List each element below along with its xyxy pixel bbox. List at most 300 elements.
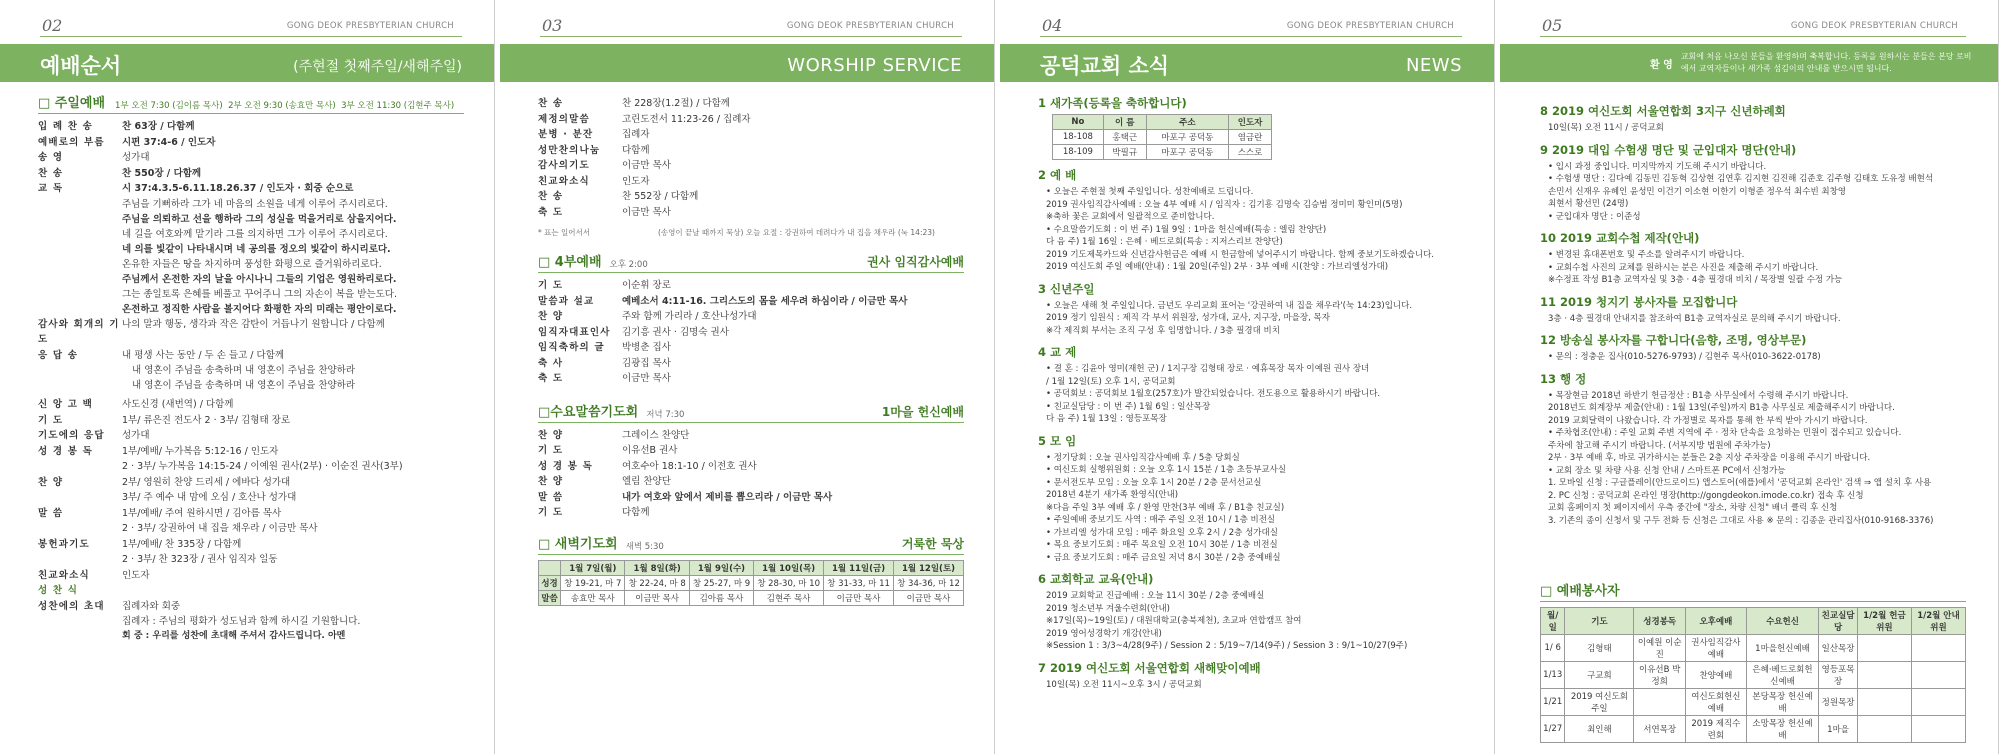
news-item-text: 가브리엘 성가대 모임 : 매주 화요일 오후 2시 / 2층 성가대실 — [1053, 527, 1278, 538]
news-title: 신년주일 — [1050, 281, 1095, 296]
day-header: 1월 12일(토) — [894, 560, 964, 575]
page-subtitle: NEWS — [1405, 55, 1462, 76]
order-label: 기 도 — [538, 507, 564, 518]
news-item-text: 교회 홈페이지 첫 페이지에서 우측 중간에 "장소, 차량 신청" 배너 클릭 후 신청 — [1548, 503, 1838, 513]
order-row — [538, 443, 964, 459]
news-item-text: 2019 영어성경학기 개강(안내) — [1046, 628, 1162, 639]
news-item — [1540, 186, 1968, 199]
table-cell: 은혜·베드로회헌신예배 — [1746, 662, 1819, 689]
order-row — [38, 150, 464, 166]
order-label: 임직축하의 글 — [538, 342, 605, 353]
news-item-text: 2018년 4분기 새가족 환영식(안내) — [1046, 490, 1179, 500]
table-cell: 18-109 — [1053, 145, 1104, 160]
news-item-text: ※수정표 작성 B1층 교역자실 및 3층 · 4층 필경대 비치 / 목장별 일괄 수정 가능 — [1548, 275, 1843, 285]
table-header: 이 름 — [1103, 115, 1146, 130]
order-label: 찬 양 — [38, 476, 64, 488]
order-row — [538, 294, 964, 310]
news-number: 12 — [1540, 333, 1557, 347]
order-label: 봉헌과기도 — [38, 538, 90, 550]
table-cell: 찬양예배 — [1686, 662, 1747, 689]
news-title: 2019 대입 수험생 명단 및 군입대자 명단(안내) — [1552, 142, 1797, 157]
news-item — [1038, 199, 1464, 212]
news-title: 방송실 봉사자를 구합니다(음향, 조명, 영상부문) — [1560, 333, 1807, 347]
order-label: 찬 양 — [538, 311, 564, 322]
dawn-right: 거룩한 묵상 — [901, 536, 964, 551]
news-item-text: 주차협조(안내) : 주일 교회 주변 지역에 주 · 정차 단속을 요청하는 민원이 접수되고 있습니다. — [1555, 428, 1902, 438]
news-item-text: / 1월 12일(토) 오후 1시, 공덕교회 — [1046, 376, 1176, 387]
news-item-text: 수험생 명단 : 김다예 김동민 김동혁 김상현 김연후 김지현 김진해 김준호 김주형 김태호 도유정 배현석 — [1555, 174, 1934, 184]
order-label: 찬 양 — [538, 429, 564, 441]
order-value: 2부/ 영원히 찬양 드리세 / 에바다 성가대 — [122, 476, 291, 488]
fourth-time: 오후 2:00 — [609, 260, 648, 270]
table-cell: 권사임직감사예배 — [1686, 635, 1747, 662]
news-item: • 수요말씀기도회 : 이 번 주) 1월 9일 : 1마을 헌신예배(특송 : 엘림 찬양단) — [1046, 224, 1327, 235]
order-value: 성가대 — [122, 152, 150, 163]
table-cell: 마포구 공덕동 — [1146, 130, 1228, 145]
news-item-text: 손민서 신재우 유혜인 윤성민 이건기 이소현 이한기 이형준 정우석 최수빈 최창영 — [1548, 186, 1846, 197]
communion-cont — [538, 96, 964, 606]
news-item — [1540, 313, 1968, 326]
church-name: GONG DEOK PRESBYTERIAN CHURCH — [1286, 21, 1454, 31]
table-cell: 영등포목장 — [1819, 662, 1858, 689]
order-value: 이금만 목사 — [622, 160, 671, 171]
table-cell: 2019 제직수련회 — [1686, 716, 1747, 743]
news-item: • 가브리엘 성가대 모임 : 매주 화요일 오후 2시 / 2층 성가대실 — [1046, 527, 1278, 538]
order-row — [538, 474, 964, 490]
news-item-text: 교회 장소 및 차량 사용 신청 안내 / 스마트폰 PC에서 신청가능 — [1555, 465, 1786, 476]
order-label: 신 앙 고 백 — [38, 399, 94, 410]
news-item-text: 1. 모바일 신청 : 구글플레이(안드로이드) 앱스토어(애플)에서 '공덕교회 온라인' 검색 ⇒ 앱 설치 후 사용 — [1548, 478, 1932, 488]
response-line-2: 내 영혼이 주님을 송축하며 내 영혼이 주님을 찬양하라 — [132, 380, 356, 391]
news-item-text: 친교실담당 : 이 번 주) 1월 6일 : 일산목장 — [1053, 401, 1211, 412]
news-title: 행 정 — [1560, 371, 1587, 386]
news-item-text: ※축하 꽃은 교회에서 일괄적으로 준비합니다. — [1046, 212, 1215, 222]
order-row — [38, 475, 464, 491]
sunday-worship — [38, 92, 464, 644]
news-item: • 주일예배 중보기도 사역 : 매주 주일 오전 10시 / 1층 비전실 — [1046, 515, 1276, 525]
news-title: 2019 여신도회 서울연합회 3지구 신년하례회 — [1552, 104, 1786, 118]
page-number: 05 — [1542, 16, 1563, 35]
news-item: • 변경된 휴대폰번호 및 주소를 알려주시기 바랍니다. — [1548, 250, 1745, 260]
news-item: • 공덕회보 : 공덕회보 1월호(257호)가 발간되었습니다. 전도용으로 활용하시기 바랍니다. — [1046, 389, 1381, 399]
wed-time: 저녁 7:30 — [646, 409, 685, 420]
order-label: 기도에의 응답 — [38, 430, 105, 441]
news-title: 예 배 — [1050, 168, 1077, 182]
news-item — [1540, 515, 1968, 528]
page-number: 03 — [542, 16, 563, 35]
table-cell: 1/13 — [1541, 662, 1565, 689]
news-item-text: 2019 권사임직감사예배 : 오늘 4부 예배 시 / 임직자 : 김기흥 김명숙 김승범 정미미 황인미(5명) — [1046, 199, 1403, 210]
invitation-line-2: 회 중 : 우리를 성찬에 초대해 주셔서 감사드립니다. 아멘 — [122, 631, 346, 641]
table-cell: 1/27 — [1541, 716, 1565, 743]
order-value: 2 · 3부/ 강권하여 내 집을 채우라 / 이금만 목사 — [122, 523, 318, 534]
order-label: 교 독 — [38, 183, 64, 194]
order-row — [538, 371, 964, 387]
order-row — [538, 189, 964, 205]
news-item — [1540, 477, 1968, 490]
table-cell: 18-108 — [1053, 130, 1104, 145]
order-value: 김기흥 권사 · 김명숙 권사 — [622, 326, 729, 338]
news-item-text: 금요 중보기도회 : 매주 금요일 저녁 8시 30분 / 2층 중예배실 — [1053, 552, 1281, 563]
order-label — [38, 490, 122, 506]
order-value: 찬 63장 / 다함께 — [122, 121, 195, 132]
time-2: 2부 오전 9:30 (송효만 목사) — [228, 101, 336, 111]
order-value: 이금만 목사 — [622, 373, 671, 384]
news-item: • 군입대자 명단 : 이준성 — [1548, 211, 1641, 222]
order-value: 찬 552장 / 다함께 — [622, 191, 699, 202]
time-3: 3부 오전 11:30 (김현주 목사) — [341, 101, 455, 111]
news-item-text: 정기당회 : 오늘 권사임직감사예배 후 / 5층 당회실 — [1053, 452, 1240, 463]
order-value: 다함께 — [622, 144, 650, 156]
order-value: 다함께 — [622, 507, 650, 518]
order-label: 성찬에의 초대 — [38, 600, 105, 612]
order-label: 입 례 찬 송 — [38, 121, 94, 132]
invitation-line-1: 집례자 : 주님의 평화가 성도님과 함께 하시길 기원합니다. — [122, 616, 361, 627]
table-header: 주소 — [1146, 115, 1228, 130]
order-value: 3부/ 주 예수 내 맘에 오심 / 호산나 성가대 — [122, 492, 297, 503]
reading-line: 주님을 의뢰하고 선을 행하라 그의 성실을 먹을거리로 삼을지어다. — [122, 213, 397, 225]
table-cell — [1911, 635, 1965, 662]
order-value: 나의 말과 행동, 생각과 작은 감탄이 거듭나기 원합니다 / 다함께 — [122, 318, 385, 330]
order-value: 박병춘 집사 — [622, 342, 671, 353]
cell: 김현주 목사 — [754, 590, 824, 605]
page-number: 04 — [1042, 16, 1063, 35]
order-row — [538, 205, 964, 221]
reading-line: 주님께서 온전한 자의 날을 아시나니 그들의 기업은 영원하리로다. — [122, 273, 397, 285]
news-item: • 교회수첩 사진의 교체를 원하시는 분은 사진을 제출해 주시기 바랍니다. — [1548, 262, 1819, 273]
news-number: 5 — [1038, 433, 1047, 448]
table-cell: 홍택근 — [1103, 130, 1146, 145]
news-item: • 여신도회 실행위원회 : 오늘 오후 1시 15분 / 1층 초등부교사실 — [1046, 465, 1287, 475]
table-cell: 1/ 6 — [1541, 635, 1565, 662]
table-cell: 정원목장 — [1819, 689, 1858, 716]
news-heading — [1038, 95, 1464, 111]
news-item: • 결 혼 : 김윤아 영미(재헌 군) / 1지구장 김형태 장로 · 예휴목장 목자 이예원 권사 장녀 — [1046, 364, 1370, 374]
wed-title: □수요말씀기도회 — [538, 404, 639, 420]
table-cell — [1857, 716, 1911, 743]
news-item — [1540, 274, 1968, 287]
news-item: • 금요 중보기도회 : 매주 금요일 저녁 8시 30분 / 2층 중예배실 — [1046, 552, 1281, 563]
order-row — [538, 309, 964, 325]
order-label: 기 도 — [538, 445, 564, 456]
news-item-text: ※17일(목)~19일(토) / 대원대학교(충북제천), 초교파 연합캠프 참여 — [1046, 616, 1302, 626]
news-item-text: 2018년도 회계장부 제출(안내) : 1월 13일(주일)까지 B1층 사무실로 제출해주시기 바랍니다. — [1548, 403, 1895, 413]
table-header: 월/일 — [1541, 608, 1565, 635]
news-title: 2019 여신도회 서울연합회 새해맞이예배 — [1050, 660, 1261, 675]
order-value: 여호수아 18:1-10 / 이전호 권사 — [622, 460, 757, 472]
news-heading — [1540, 332, 1968, 348]
news-number: 2 — [1038, 168, 1047, 182]
news-item-text: 주일예배 중보기도 사역 : 매주 주일 오전 10시 / 1층 비전실 — [1053, 515, 1276, 525]
news-item: • 목요 중보기도회 : 매주 목요일 오전 10시 30분 / 1층 비전실 — [1046, 540, 1278, 550]
order-row — [38, 119, 464, 135]
cell: 창 22-24, 마 8 — [625, 575, 689, 590]
order-label: 말씀과 설교 — [538, 295, 595, 307]
order-value: 엘림 찬양단 — [622, 476, 671, 487]
news-item — [1038, 325, 1464, 338]
order-row — [538, 112, 964, 128]
reading-line: 온전하고 정직한 사람을 볼지어다 화평한 자의 미래는 평안이로다. — [122, 303, 397, 315]
order-value: 김광집 목사 — [622, 357, 671, 369]
order-label: 찬 송 — [538, 191, 564, 202]
section-band — [1000, 44, 1494, 82]
dawn-table — [538, 560, 964, 606]
page-05 — [1500, 0, 1999, 754]
table-cell — [1911, 716, 1965, 743]
reading-line: 네 의를 빛같이 나타내시며 네 공의를 정오의 빛같이 하시리로다. — [122, 243, 391, 255]
page-subtitle: WORSHIP SERVICE — [787, 55, 962, 76]
volunteer-header — [1540, 580, 1966, 602]
table-cell: 이유선B 박정희 — [1634, 662, 1686, 689]
church-name: GONG DEOK PRESBYTERIAN CHURCH — [786, 21, 954, 31]
news-item — [1038, 640, 1464, 653]
order-value: 2 · 3부/ 찬 323장 / 권사 임직자 일동 — [122, 554, 278, 565]
news-heading — [1038, 281, 1464, 297]
divider — [540, 36, 962, 37]
news-item-text: 3. 기존의 종이 신청서 및 구두 전화 등 신청은 그대로 사용 ※ 문의 : 김종운 관리집사(010-9168-3376) — [1548, 515, 1934, 526]
order-row — [38, 166, 464, 182]
welcome-band — [1500, 44, 1998, 82]
news-item: • 정기당회 : 오늘 권사임직감사예배 후 / 5층 당회실 — [1046, 452, 1240, 463]
row-label: 말씀 — [539, 590, 561, 605]
news-number: 8 — [1540, 104, 1549, 118]
order-label: 성만찬의나눔 — [538, 144, 601, 156]
order-label: 말 씀 — [38, 507, 64, 519]
newcomer-table — [1052, 114, 1272, 160]
order-row — [538, 143, 964, 159]
news-item-text: 2019 정기 임원식 : 제직 각 부서 위원장, 성가대, 교사, 지구장, 마을장, 목자 — [1046, 313, 1330, 323]
news-list — [1038, 88, 1464, 691]
news-number: 6 — [1038, 572, 1047, 586]
table-cell — [1857, 635, 1911, 662]
sunday-order-3 — [38, 397, 464, 614]
order-row — [538, 490, 964, 506]
order-value: 고린도전서 11:23-26 / 집례자 — [622, 113, 751, 125]
church-name: GONG DEOK PRESBYTERIAN CHURCH — [286, 21, 454, 31]
order-value: 1부/예배/ 주여 원하시면 / 김아름 목사 — [122, 507, 282, 519]
news-heading — [1540, 371, 1968, 387]
table-header: 성경봉독 — [1634, 608, 1686, 635]
news-item: • 입시 과정 중입니다. 미지막까지 기도해 주시기 바랍니다. — [1548, 161, 1767, 172]
reading-line: 주님을 기뻐하라 그가 네 마음의 소원을 네게 이루어 주시리로다. — [122, 198, 388, 210]
table-cell: 1마을헌신예배 — [1746, 635, 1819, 662]
news-item-text: 다 음 주) 1월 13일 : 영등포목장 — [1046, 414, 1167, 424]
volunteer-section — [1540, 580, 1966, 743]
order-label — [38, 521, 122, 537]
order-row — [538, 158, 964, 174]
church-name: GONG DEOK PRESBYTERIAN CHURCH — [1790, 21, 1958, 31]
order-value: 그레이스 찬양단 — [622, 429, 690, 441]
divider — [40, 36, 462, 37]
table-cell: 김형태 — [1565, 635, 1634, 662]
order-row — [538, 96, 964, 112]
page-03 — [500, 0, 995, 754]
news-item — [1540, 122, 1968, 135]
news-item-text: 문의 : 정충운 집사(010-5276-9793) / 김현주 목사(010-3622-0178) — [1555, 352, 1821, 362]
order-value: 인도자 — [122, 569, 150, 581]
page-02 — [0, 0, 495, 754]
sunday-order-2 — [38, 317, 464, 364]
order-label: 감사의기도 — [538, 160, 590, 171]
table-header: 기도 — [1565, 608, 1634, 635]
news-item: • 친교실담당 : 이 번 주) 1월 6일 : 일산목장 — [1046, 401, 1211, 412]
news-item — [1038, 603, 1464, 616]
table-cell: 염금란 — [1229, 130, 1272, 145]
dawn-time: 새벽 5:30 — [625, 541, 664, 552]
news-item-text: 10일(목) 오전 11시 / 공덕교회 — [1548, 123, 1664, 133]
news-number: 3 — [1038, 281, 1047, 296]
cell: 창 34-36, 마 12 — [894, 575, 964, 590]
table-cell: 본당목장 헌신예배 — [1746, 689, 1819, 716]
stand-note: * 표는 일어서서 — [538, 228, 590, 237]
section-band — [0, 44, 494, 82]
news-item — [1038, 211, 1464, 224]
table-header: 1/2월 안내위원 — [1911, 608, 1965, 635]
news-item-text: 오늘은 새해 첫 주일입니다. 금년도 우리교회 표어는 '강권하여 내 집을 채우라'(눅 14:23)입니다. — [1053, 300, 1413, 311]
cell: 창 25-27, 마 9 — [689, 575, 753, 590]
news-item — [1038, 615, 1464, 628]
order-value: 인도자 — [622, 175, 650, 187]
wed-header — [538, 401, 964, 423]
cell: 송효만 목사 — [561, 590, 625, 605]
news-item — [1038, 413, 1464, 426]
table-cell: 1/21 — [1541, 689, 1565, 716]
order-label: 축 도 — [538, 373, 564, 384]
sunday-times — [115, 99, 454, 111]
order-label: 성 경 봉 독 — [38, 445, 94, 457]
reading-line: 네 길을 여호와께 맡기라 그를 의지하면 그가 이루어 주시리로다. — [122, 228, 388, 240]
news-list-2 — [1540, 96, 1968, 527]
news-item — [1038, 679, 1464, 692]
order-row — [38, 317, 464, 348]
news-item-text: 2019 교회학교 진급예배 : 오늘 11시 30분 / 2층 중예배실 — [1046, 591, 1265, 601]
table-header: 친교실담당 — [1819, 608, 1858, 635]
order-value: 이금만 목사 — [622, 206, 671, 218]
news-item-text: 결 혼 : 김윤아 영미(재헌 군) / 1지구장 김형태 장로 · 예휴목장 목자 이예원 권사 장녀 — [1053, 364, 1370, 374]
order-label: 응 답 송 — [38, 349, 79, 361]
order-value: 시편 37:4-6 / 인도자 — [122, 136, 216, 148]
time-1: 1부 오전 7:30 (김이름 목사) — [115, 101, 223, 111]
news-item — [1540, 440, 1968, 453]
news-item-text: 3층 · 4층 필경대 안내지를 참조하여 B1층 교역자실로 문의해 주시기 바랍니다. — [1548, 313, 1841, 324]
order-value — [122, 583, 464, 599]
dawn-title: □ 새벽기도회 — [538, 536, 618, 552]
news-item: • 교회 장소 및 차량 사용 신청 안내 / 스마트폰 PC에서 신청가능 — [1548, 465, 1786, 476]
section-band — [500, 44, 994, 82]
news-item-text: 목장현금 2018년 하반기 헌금정산 : B1층 사무실에서 수령해 주시기 바랍니다. — [1555, 390, 1849, 401]
page-title: 공덕교회 소식 — [1040, 54, 1170, 78]
order-value: 찬 228장(1.2절) / 다함께 — [622, 98, 730, 109]
table-header: 인도자 — [1229, 115, 1272, 130]
order-row — [38, 599, 464, 615]
news-title: 모 임 — [1050, 433, 1077, 448]
order-row — [38, 506, 464, 522]
order-row — [38, 413, 464, 429]
cell: 이금만 목사 — [625, 590, 689, 605]
table-cell: 여신도회헌신예배 — [1686, 689, 1747, 716]
order-row — [538, 278, 964, 294]
table-cell — [1911, 689, 1965, 716]
news-item: • 오늘은 새해 첫 주일입니다. 금년도 우리교회 표어는 '강권하여 내 집을 채우라'(눅 14:23)입니다. — [1046, 300, 1413, 311]
news-number: 7 — [1038, 660, 1047, 675]
order-row — [38, 521, 464, 537]
table-cell — [1634, 689, 1686, 716]
order-row — [538, 356, 964, 372]
welcome-label: 환 영 — [1650, 59, 1673, 71]
order-row — [38, 444, 464, 460]
table-cell: 일산목장 — [1819, 635, 1858, 662]
news-item-text: 입시 과정 중입니다. 미지막까지 기도해 주시기 바랍니다. — [1555, 161, 1767, 172]
table-cell — [1857, 662, 1911, 689]
order-label: 감사와 회개의 기도 — [38, 318, 120, 345]
table-cell: 구교희 — [1565, 662, 1634, 689]
news-item — [1038, 261, 1464, 274]
order-value: 이유선B 권사 — [622, 445, 678, 456]
news-item-text: 문서전도부 모임 : 오늘 오후 1시 20분 / 2층 문서선교실 — [1053, 477, 1262, 488]
responsive-reading — [38, 197, 464, 317]
news-heading — [1038, 660, 1464, 676]
order-value: 찬 550장 / 다함께 — [122, 167, 202, 179]
order-row — [38, 490, 464, 506]
news-number: 9 — [1540, 142, 1549, 157]
news-item — [1038, 489, 1464, 502]
page-number: 02 — [42, 16, 63, 35]
cell: 이금만 목사 — [894, 590, 964, 605]
note-row — [538, 226, 964, 239]
cell: 김아름 목사 — [689, 590, 753, 605]
order-label: 송 영 — [38, 152, 64, 163]
table-header: 1/2월 헌금위원 — [1857, 608, 1911, 635]
corner-cell — [539, 560, 561, 575]
order-label: 예배로의 부름 — [38, 136, 105, 148]
table-cell: 스스로 — [1229, 145, 1272, 160]
page-04 — [1000, 0, 1495, 754]
news-item: • 주차협조(안내) : 주일 교회 주변 지역에 주 · 정차 단속을 요청하는 민원이 접수되고 있습니다. — [1548, 428, 1902, 438]
order-value: 주와 함께 가리라 / 호산나성가대 — [622, 311, 757, 322]
news-item-text: ※각 제직회 부서는 조직 구성 후 임명합니다. / 3층 필경대 비치 — [1046, 325, 1280, 336]
order-row — [38, 181, 464, 197]
news-item: • 수험생 명단 : 김다예 김동민 김동혁 김상현 김연후 김지현 김진해 김준호 김주형 김태호 도유정 배현석 — [1548, 174, 1934, 184]
dawn-header — [538, 533, 964, 555]
news-item-text: 수요말씀기도회 : 이 번 주) 1월 9일 : 1마을 헌신예배(특송 : 엘림 찬양단) — [1053, 224, 1327, 235]
order-row — [538, 325, 964, 341]
order-value: 이순휘 장로 — [622, 280, 671, 291]
news-item-text: ※Session 1 : 3/3~4/28(9주) / Session 2 : 5/19~7/14(9주) / Session 3 : 9/1~10/27(9주) — [1046, 641, 1408, 651]
news-item-text: 2019 여신도회 주일 예배(안내) : 1월 20일(주일) 2부 · 3부 예배 시(찬양 : 가브리엘성가대) — [1046, 262, 1389, 272]
table-cell: 최인해 — [1565, 716, 1634, 743]
order-label: 제정의말씀 — [538, 113, 590, 125]
news-item — [1038, 376, 1464, 389]
order-value: 1부/예배/ 누가복음 5:12-16 / 인도자 — [122, 445, 279, 457]
order-label: 찬 양 — [538, 476, 564, 487]
news-item-text: 2019 청소년부 겨울수련회(안내) — [1046, 603, 1170, 614]
verse-note: (송영이 끝날 때까지 묵상) 오늘 요절 : 강권하여 데려다가 내 집을 채우라 (눅 14:23) — [658, 228, 935, 237]
order-label: 성 찬 식 — [38, 585, 79, 596]
news-item-text: 최현서 황선민 (24명) — [1548, 199, 1629, 209]
order-value: 1부/ 류은진 전도사 2 · 3부/ 김형태 장로 — [122, 414, 290, 426]
news-item: • 목장현금 2018년 하반기 헌금정산 : B1층 사무실에서 수령해 주시기 바랍니다. — [1548, 390, 1849, 401]
day-header: 1월 7일(월) — [561, 560, 625, 575]
sunday-header — [38, 92, 464, 114]
order-label — [38, 552, 122, 568]
news-item-text: 공덕회보 : 공덕회보 1월호(257호)가 발간되었습니다. 전도용으로 활용하시기 바랍니다. — [1053, 389, 1381, 399]
news-item — [1038, 236, 1464, 249]
news-number: 4 — [1038, 345, 1047, 359]
order-row — [538, 505, 964, 521]
news-item-text: 변경된 휴대폰번호 및 주소를 알려주시기 바랍니다. — [1555, 250, 1745, 260]
order-row — [38, 459, 464, 475]
news-item — [1038, 249, 1464, 262]
